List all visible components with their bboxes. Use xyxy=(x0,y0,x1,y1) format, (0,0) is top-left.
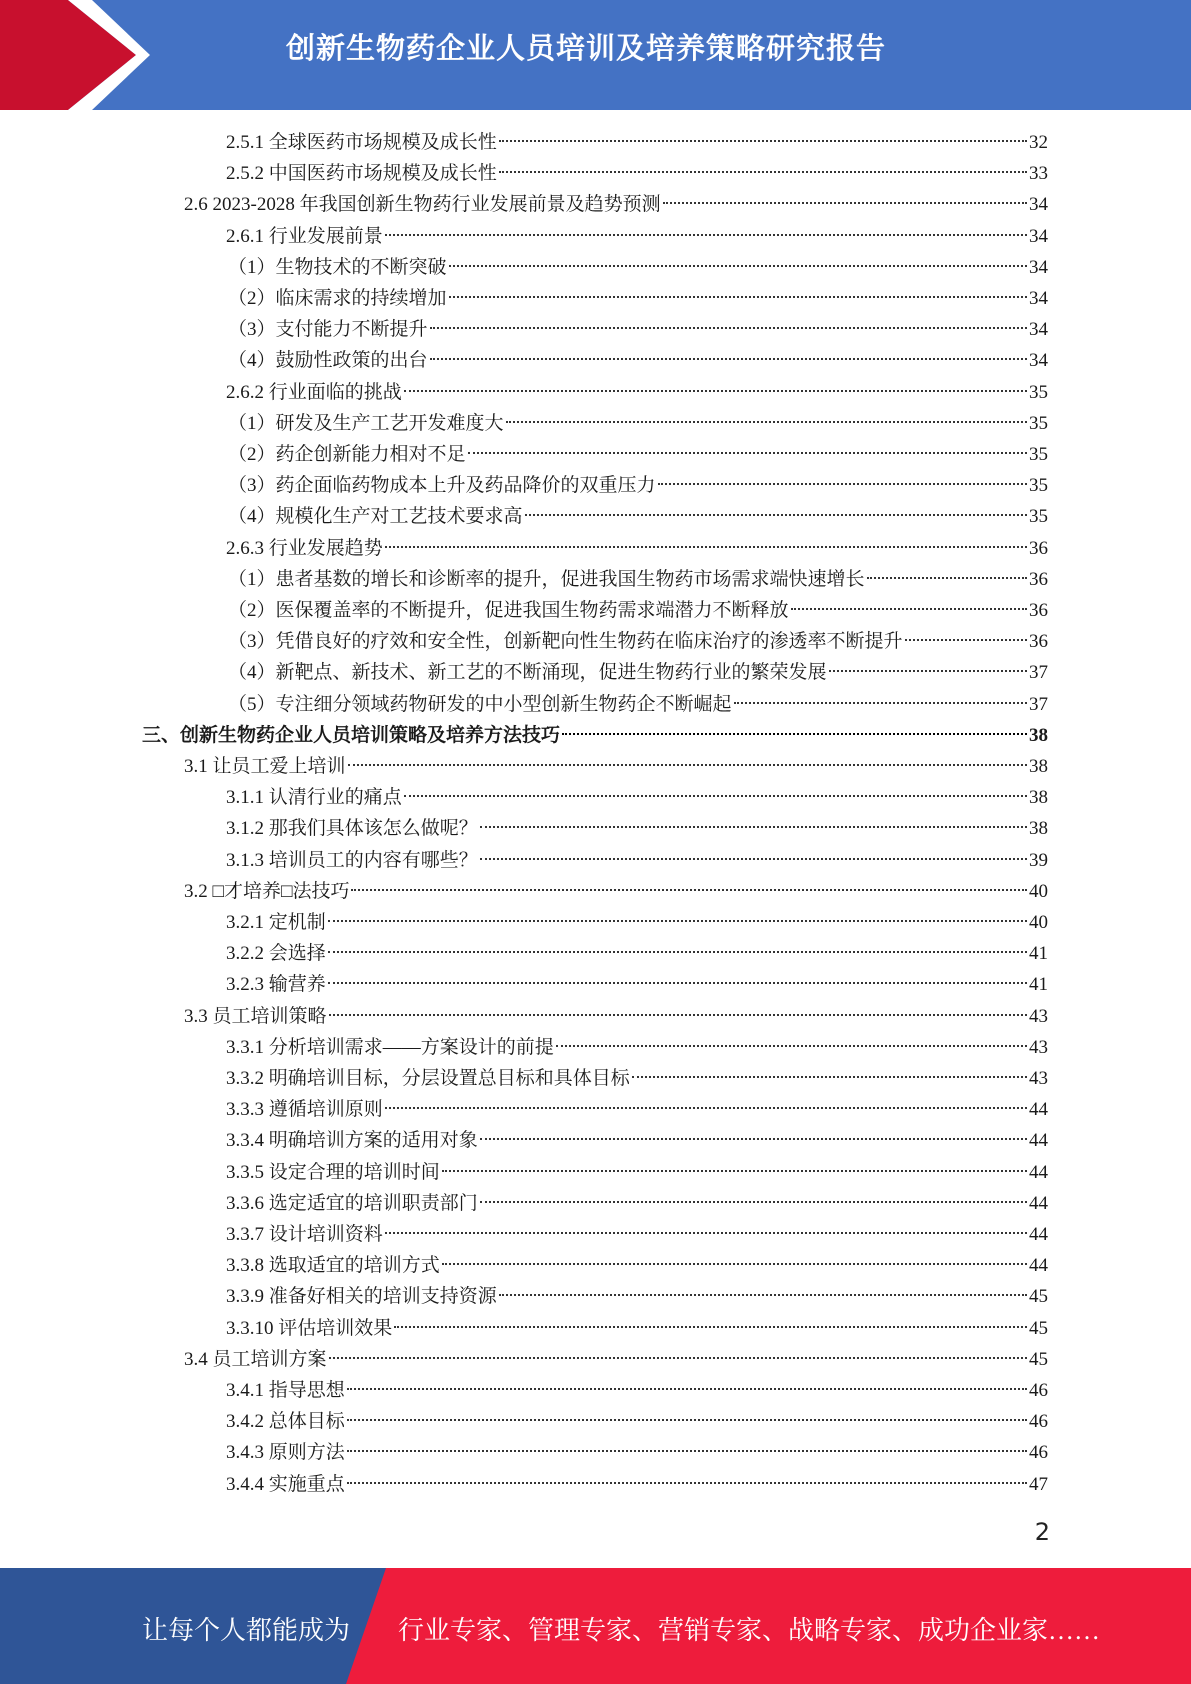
toc-entry-title: 3.1.1 认清行业的痛点 xyxy=(226,787,402,809)
toc-dot-leader xyxy=(468,452,1027,454)
toc-dot-leader xyxy=(499,171,1027,173)
toc-entry-page: 37 xyxy=(1029,662,1048,684)
toc-entry-title: （3）支付能力不断提升 xyxy=(228,319,428,341)
toc-dot-leader xyxy=(506,421,1027,423)
toc-entry[interactable] xyxy=(184,751,1048,782)
toc-entry-title: （4）鼓励性政策的出台 xyxy=(228,350,428,372)
page-number: 2 xyxy=(1034,1518,1050,1546)
toc-entry-title: 3.1.3 培训员工的内容有哪些？ xyxy=(226,849,478,871)
toc-entry[interactable] xyxy=(226,1125,1048,1156)
toc-dot-leader xyxy=(385,234,1027,236)
toc-entry[interactable] xyxy=(226,845,1048,876)
footer-slogan-left: 让每个人都能成为 xyxy=(142,1616,351,1645)
toc-dot-leader xyxy=(480,858,1027,860)
toc-entry-title: 3.3.7 设计培训资料 xyxy=(226,1224,383,1245)
toc-entry[interactable] xyxy=(228,626,1048,657)
toc-dot-leader xyxy=(347,1450,1027,1452)
toc-entry-title: （1）研发及生产工艺开发难度大 xyxy=(228,412,504,434)
toc-entry-title: 2.5.1 全球医药市场规模及成长性 xyxy=(226,132,497,153)
toc-entry-page: 45 xyxy=(1029,1317,1048,1339)
page-header xyxy=(0,0,1191,110)
toc-entry-page: 36 xyxy=(1029,568,1048,590)
toc-entry-title: 3.3.2 明确培训目标，分层设置总目标和具体目标 xyxy=(226,1068,630,1089)
toc-entry[interactable] xyxy=(228,501,1048,532)
toc-dot-leader xyxy=(663,202,1027,204)
toc-entry[interactable] xyxy=(226,1219,1048,1250)
toc-dot-leader xyxy=(329,1357,1027,1359)
toc-dot-leader xyxy=(905,639,1027,641)
toc-entry-title: 三、创新生物药企业人员培训策略及培养方法技巧 xyxy=(142,724,561,746)
toc-entry-page: 34 xyxy=(1029,288,1048,309)
toc-entry-page: 38 xyxy=(1029,818,1048,840)
toc-entry-title: （4）规模化生产对工艺技术要求高 xyxy=(228,506,523,528)
toc-entry-title: （2）医保覆盖率的不断提升，促进我国生物药需求端潜力不断释放 xyxy=(228,600,789,621)
toc-entry-title: 2.6 2023-2028 年我国创新生物药行业发展前景及趋势预测 xyxy=(184,194,661,216)
toc-entry-title: 3.4.4 实施重点 xyxy=(226,1473,345,1495)
toc-dot-leader xyxy=(347,1419,1027,1421)
toc-dot-leader xyxy=(348,764,1027,766)
toc-entry[interactable] xyxy=(226,1313,1048,1344)
report-title: 创新生物药企业人员培训及培养策略研究报告 xyxy=(286,31,887,65)
toc-entry-page: 35 xyxy=(1029,444,1048,465)
toc-dot-leader xyxy=(556,1045,1027,1047)
toc-entry[interactable] xyxy=(226,1469,1048,1500)
toc-entry-title: （2）临床需求的持续增加 xyxy=(228,288,447,309)
toc-entry-page: 38 xyxy=(1029,756,1048,777)
toc-dot-leader xyxy=(404,390,1027,392)
toc-dot-leader xyxy=(562,733,1027,735)
toc-entry-page: 36 xyxy=(1029,600,1048,621)
toc-entry-title: 3.3.8 选取适宜的培训方式 xyxy=(226,1255,440,1277)
toc-entry-title: 3.3.6 选定适宜的培训职责部门 xyxy=(226,1192,478,1214)
toc-entry[interactable] xyxy=(226,907,1048,938)
toc-dot-leader xyxy=(867,577,1027,579)
toc-dot-leader xyxy=(430,327,1027,329)
toc-entry-title: （1）生物技术的不断突破 xyxy=(228,256,447,278)
toc-entry[interactable] xyxy=(226,377,1048,408)
toc-dot-leader xyxy=(385,546,1027,548)
toc-entry[interactable] xyxy=(226,221,1048,252)
toc-entry-page: 36 xyxy=(1029,631,1048,653)
toc-dot-leader xyxy=(328,982,1027,984)
footer-slogan-right: 行业专家、管理专家、营销专家、战略专家、成功企业家…… xyxy=(398,1616,1101,1645)
toc-dot-leader xyxy=(430,358,1027,360)
toc-entry-page: 43 xyxy=(1029,1005,1048,1027)
toc-entry[interactable] xyxy=(226,1094,1048,1125)
toc-entry-page: 44 xyxy=(1029,1161,1048,1183)
toc-entry[interactable] xyxy=(184,876,1048,907)
toc-dot-leader xyxy=(480,1138,1027,1140)
toc-entry[interactable] xyxy=(226,158,1048,189)
toc-entry[interactable] xyxy=(228,345,1048,376)
toc-entry-title: 3.1 让员工爱上培训 xyxy=(184,756,346,777)
toc-entry[interactable] xyxy=(228,564,1048,595)
toc-entry-page: 38 xyxy=(1029,787,1048,809)
toc-entry-page: 35 xyxy=(1029,381,1048,403)
toc-entry[interactable] xyxy=(226,1281,1048,1312)
toc-dot-leader xyxy=(499,140,1027,142)
toc-entry-title: 3.4.2 总体目标 xyxy=(226,1411,345,1433)
toc-entry-title: 2.6.2 行业面临的挑战 xyxy=(226,381,402,403)
toc-entry[interactable] xyxy=(226,533,1048,564)
toc-dot-leader xyxy=(829,670,1027,672)
toc-dot-leader xyxy=(328,920,1027,922)
toc-entry-page: 37 xyxy=(1029,693,1048,715)
toc-dot-leader xyxy=(449,296,1027,298)
toc-entry-page: 44 xyxy=(1029,1192,1048,1214)
toc-entry-title: 3.2.3 输营养 xyxy=(226,974,326,996)
toc-entry-title: 3.3.3 遵循培训原则 xyxy=(226,1099,383,1121)
toc-dot-leader xyxy=(480,826,1027,828)
toc-entry[interactable] xyxy=(226,1406,1048,1437)
toc-dot-leader xyxy=(791,608,1027,610)
toc-entry-page: 39 xyxy=(1029,849,1048,871)
page-footer xyxy=(0,1568,1191,1684)
toc-entry-title: 3.1.2 那我们具体该怎么做呢？ xyxy=(226,818,478,840)
toc-entry[interactable] xyxy=(226,782,1048,813)
toc-dot-leader xyxy=(480,1201,1027,1203)
toc-entry-title: 2.6.3 行业发展趋势 xyxy=(226,537,383,559)
toc-entry[interactable] xyxy=(228,657,1048,688)
toc-entry-title: （3）凭借良好的疗效和安全性，创新靶向性生物药在临床治疗的渗透率不断提升 xyxy=(228,631,903,653)
toc-entry[interactable] xyxy=(226,1250,1048,1281)
toc-dot-leader xyxy=(329,1014,1027,1016)
toc-entry[interactable] xyxy=(228,252,1048,283)
toc-entry-page: 34 xyxy=(1029,194,1048,216)
toc-dot-leader xyxy=(449,265,1027,267)
toc-entry-page: 46 xyxy=(1029,1411,1048,1433)
toc-entry-page: 35 xyxy=(1029,475,1048,497)
toc-entry-page: 32 xyxy=(1029,132,1048,153)
toc-entry-title: （1）患者基数的增长和诊断率的提升，促进我国生物药市场需求端快速增长 xyxy=(228,568,865,590)
toc-entry[interactable] xyxy=(228,408,1048,439)
toc-entry-page: 44 xyxy=(1029,1224,1048,1245)
toc-dot-leader xyxy=(385,1232,1027,1234)
toc-entry-page: 45 xyxy=(1029,1348,1048,1370)
toc-entry[interactable] xyxy=(228,595,1048,626)
toc-entry[interactable] xyxy=(226,969,1048,1000)
toc-entry[interactable] xyxy=(226,1375,1048,1406)
toc-entry[interactable] xyxy=(226,127,1048,158)
toc-entry-page: 34 xyxy=(1029,225,1048,247)
toc-entry-page: 41 xyxy=(1029,974,1048,996)
toc-entry-title: 3.2.1 定机制 xyxy=(226,912,326,933)
toc-entry-title: （2）药企创新能力相对不足 xyxy=(228,444,466,465)
toc-entry[interactable] xyxy=(226,1063,1048,1094)
toc-entry-title: 3.3.4 明确培训方案的适用对象 xyxy=(226,1130,478,1152)
toc-dot-leader xyxy=(404,795,1027,797)
toc-entry[interactable] xyxy=(228,470,1048,501)
toc-entry[interactable] xyxy=(226,938,1048,969)
toc-entry-title: 3.3.1 分析培训需求——方案设计的前提 xyxy=(226,1036,554,1058)
toc-entry[interactable] xyxy=(226,1157,1048,1188)
toc-entry-title: 3.3.9 准备好相关的培训支持资源 xyxy=(226,1286,497,1308)
toc-dot-leader xyxy=(525,514,1027,516)
toc-entry-title: 3.4.1 指导思想 xyxy=(226,1380,345,1401)
toc-entry[interactable] xyxy=(184,189,1048,220)
toc-entry-title: （4）新靶点、新技术、新工艺的不断涌现，促进生物药行业的繁荣发展 xyxy=(228,662,827,684)
toc-entry-title: 3.3 员工培训策略 xyxy=(184,1005,327,1027)
toc-entry[interactable] xyxy=(184,1001,1048,1032)
toc-entry-title: 3.3.10 评估培训效果 xyxy=(226,1317,393,1339)
toc-entry-page: 46 xyxy=(1029,1380,1048,1401)
toc-entry-page: 47 xyxy=(1029,1473,1048,1495)
toc-entry[interactable] xyxy=(226,1032,1048,1063)
toc-entry-page: 33 xyxy=(1029,163,1048,185)
toc-entry[interactable] xyxy=(228,314,1048,345)
toc-entry-page: 38 xyxy=(1029,724,1048,746)
toc-entry-page: 40 xyxy=(1029,880,1048,902)
toc-dot-leader xyxy=(442,1263,1027,1265)
toc-entry-page: 43 xyxy=(1029,1068,1048,1089)
toc-entry[interactable] xyxy=(226,1437,1048,1468)
toc-entry-title: （5）专注细分领域药物研发的中小型创新生物药企不断崛起 xyxy=(228,693,732,715)
toc-dot-leader xyxy=(351,889,1027,891)
toc-entry-page: 45 xyxy=(1029,1286,1048,1308)
toc-dot-leader xyxy=(328,951,1027,953)
toc-entry-page: 34 xyxy=(1029,256,1048,278)
toc-entry-title: 3.3.5 设定合理的培训时间 xyxy=(226,1161,440,1183)
toc-entry-page: 35 xyxy=(1029,506,1048,528)
toc-entry-title: 2.5.2 中国医药市场规模及成长性 xyxy=(226,163,497,185)
toc-entry-title: 3.4.3 原则方法 xyxy=(226,1442,345,1464)
toc-entry-page: 44 xyxy=(1029,1255,1048,1277)
toc-entry[interactable] xyxy=(228,283,1048,314)
toc-entry-page: 34 xyxy=(1029,350,1048,372)
toc-entry[interactable] xyxy=(226,1188,1048,1219)
toc-dot-leader xyxy=(632,1076,1027,1078)
toc-dot-leader xyxy=(442,1170,1027,1172)
toc-entry-title: （3）药企面临药物成本上升及药品降价的双重压力 xyxy=(228,475,656,497)
toc-dot-leader xyxy=(658,483,1027,485)
toc-entry[interactable] xyxy=(228,439,1048,470)
toc-entry-title: 2.6.1 行业发展前景 xyxy=(226,225,383,247)
toc-entry-page: 35 xyxy=(1029,412,1048,434)
toc-entry-page: 46 xyxy=(1029,1442,1048,1464)
toc-dot-leader xyxy=(385,1107,1027,1109)
toc-entry-page: 34 xyxy=(1029,319,1048,341)
toc-dot-leader xyxy=(347,1388,1027,1390)
toc-dot-leader xyxy=(394,1326,1027,1328)
toc-dot-leader xyxy=(347,1482,1027,1484)
toc-entry[interactable] xyxy=(228,689,1048,720)
toc-entry-page: 44 xyxy=(1029,1130,1048,1152)
toc-entry-page: 40 xyxy=(1029,912,1048,933)
toc-entry-title: 3.4 员工培训方案 xyxy=(184,1348,327,1370)
toc-entry[interactable] xyxy=(226,813,1048,844)
toc-dot-leader xyxy=(734,702,1027,704)
toc-entry-title: 3.2.2 会选择 xyxy=(226,943,326,965)
toc-entry-page: 43 xyxy=(1029,1036,1048,1058)
toc-entry-page: 41 xyxy=(1029,943,1048,965)
toc-entry[interactable] xyxy=(142,720,1048,751)
toc-dot-leader xyxy=(499,1294,1027,1296)
toc-entry-title: 3.2 □才培养□法技巧 xyxy=(184,880,350,902)
toc-entry-page: 36 xyxy=(1029,537,1048,559)
header-red-arrow xyxy=(0,0,150,110)
toc-entry-page: 44 xyxy=(1029,1099,1048,1121)
toc-entry[interactable] xyxy=(184,1344,1048,1375)
